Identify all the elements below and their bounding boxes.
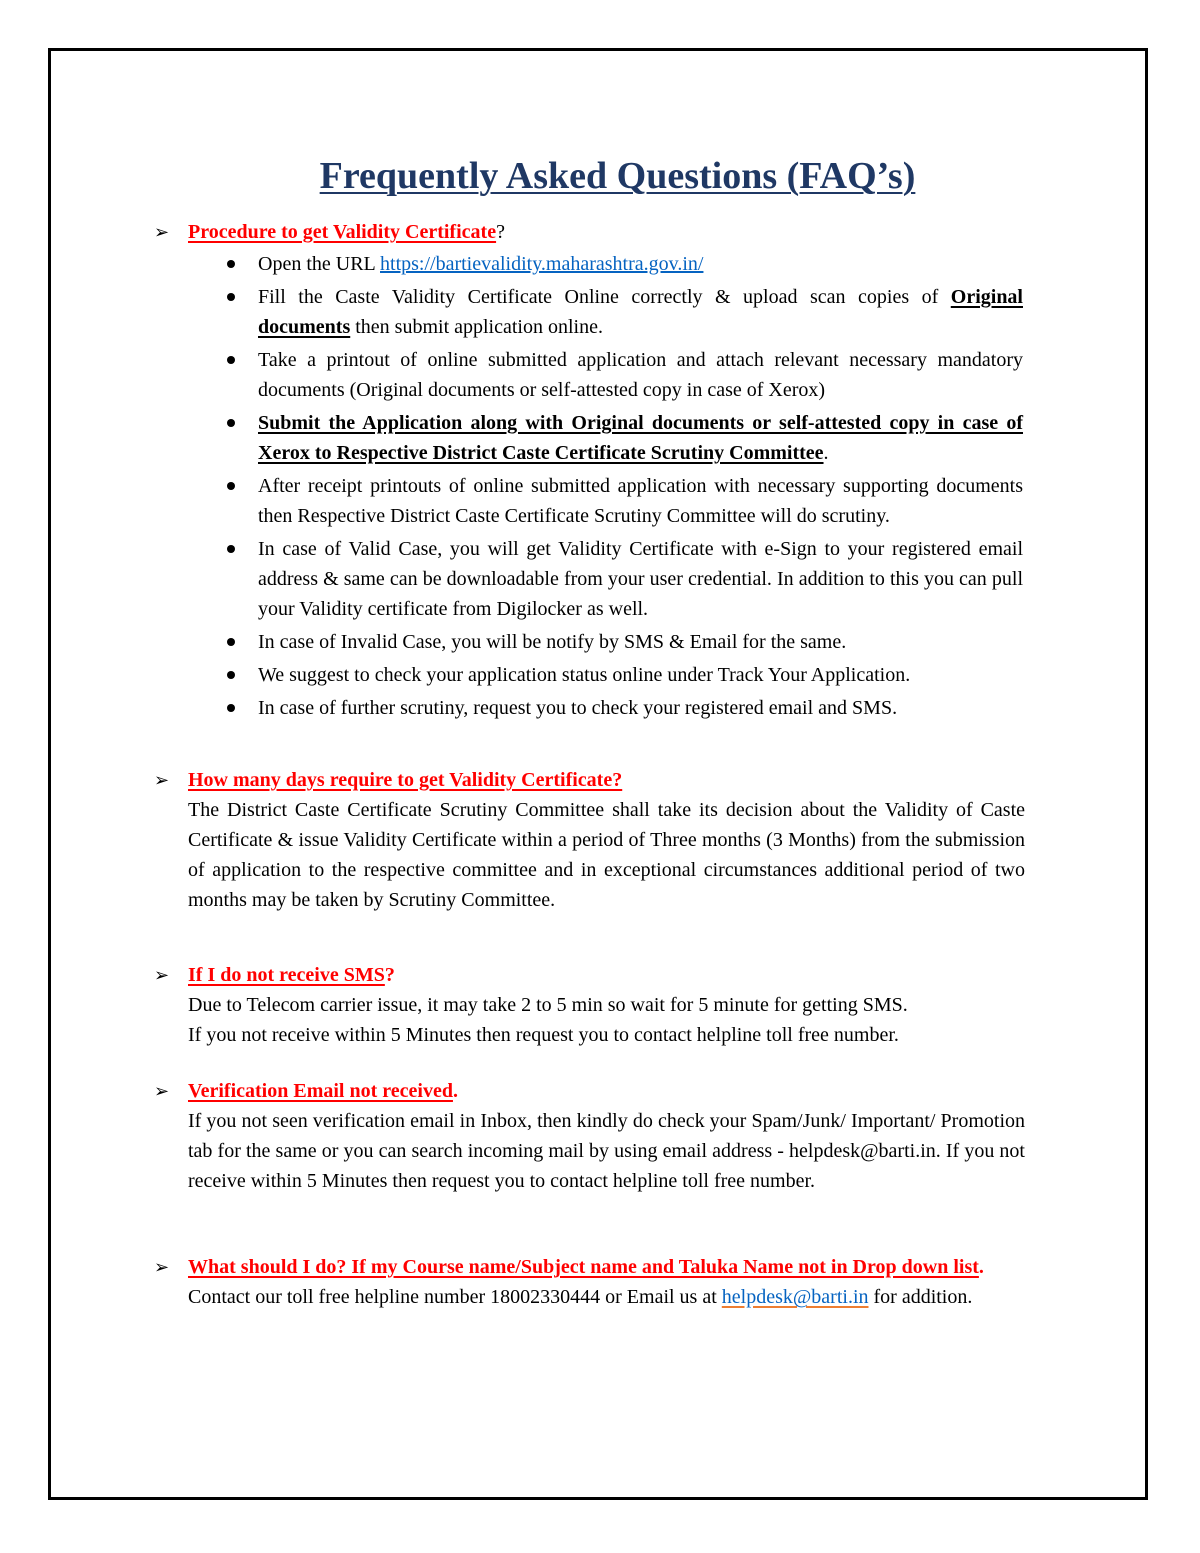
validity-portal-link[interactable]: https://bartievalidity.maharashtra.gov.in/ bbox=[380, 253, 704, 275]
page-title: Frequently Asked Questions (FAQ’s) bbox=[319, 155, 916, 197]
emphasis-text: Original documents bbox=[258, 286, 1023, 338]
question-row bbox=[150, 217, 1025, 247]
question-label: If I do not receive SMS bbox=[188, 964, 385, 986]
faq-section-processing-time bbox=[150, 765, 1025, 915]
list-item-text: Fill the Caste Validity Certificate Online correctly & upload scan copies of bbox=[258, 286, 951, 308]
list-item-text: In case of Invalid Case, you will be notify by SMS & Email for the same. bbox=[258, 631, 847, 653]
list-item bbox=[258, 627, 1023, 657]
bullet-dot-icon bbox=[227, 671, 235, 679]
question-label: How many days require to get Validity Certificate? bbox=[188, 769, 623, 791]
list-item bbox=[258, 693, 1023, 723]
list-item bbox=[258, 282, 1023, 342]
answer-line: Due to Telecom carrier issue, it may take 2 to 5 min so wait for 5 minute for getting SMS. bbox=[188, 994, 908, 1016]
bullet-dot-icon bbox=[227, 356, 235, 364]
bullet-dot-icon bbox=[227, 419, 235, 427]
arrowhead-icon: ➢ bbox=[154, 770, 170, 790]
list-item-text: Open the URL bbox=[258, 253, 381, 275]
faq-section-sms bbox=[150, 960, 1025, 1050]
faq-section-dropdown-missing bbox=[150, 1252, 1025, 1312]
question-row bbox=[150, 1252, 1025, 1282]
answer-text bbox=[150, 990, 1025, 1050]
question-punctuation: ? bbox=[384, 964, 395, 986]
procedure-list bbox=[150, 249, 1023, 723]
answer-line: If you not receive within 5 Minutes then request you to contact helpline toll free number. bbox=[188, 1024, 899, 1046]
question-label: Procedure to get Validity Certificate bbox=[188, 221, 497, 243]
bullet-dot-icon bbox=[227, 704, 235, 712]
list-item bbox=[258, 345, 1023, 405]
list-item-text: then submit application online. bbox=[350, 316, 603, 338]
list-item-text: We suggest to check your application status online under Track Your Application. bbox=[258, 664, 911, 686]
list-item bbox=[258, 534, 1023, 624]
list-item bbox=[258, 408, 1023, 468]
list-item-text: . bbox=[823, 442, 829, 464]
question-text bbox=[188, 1256, 984, 1278]
list-item-text: In case of Valid Case, you will get Validity Certificate with e-Sign to your registered email address & same can be downloadable from your user credential. In addition to this you can pull your Validity certificate from Digilocker as well. bbox=[258, 538, 1023, 620]
question-row bbox=[150, 765, 1025, 795]
question-text bbox=[188, 221, 505, 243]
emphasis-text: Submit the Application along with Original documents or self-attested copy in case of Xerox to Respective District Caste Certificate Scrutiny Committee bbox=[258, 412, 1023, 464]
list-item bbox=[258, 660, 1023, 690]
bullet-dot-icon bbox=[227, 293, 235, 301]
faq-section-validity-procedure bbox=[150, 217, 1025, 726]
list-item bbox=[258, 249, 1023, 279]
faq-section-verification-email bbox=[150, 1076, 1025, 1196]
list-item bbox=[258, 471, 1023, 531]
list-item-text: In case of further scrutiny, request you to check your registered email and SMS. bbox=[258, 697, 898, 719]
question-row bbox=[150, 1076, 1025, 1106]
answer-text bbox=[150, 1282, 1025, 1312]
list-item-text: Take a printout of online submitted application and attach relevant necessary mandatory documents (Original documents or self-attested copy in case of Xerox) bbox=[258, 349, 1023, 401]
bullet-dot-icon bbox=[227, 638, 235, 646]
question-punctuation: ? bbox=[496, 221, 505, 243]
answer-line: Contact our toll free helpline number 18002330444 or Email us at bbox=[188, 1286, 722, 1308]
bullet-dot-icon bbox=[227, 482, 235, 490]
question-row bbox=[150, 960, 1025, 990]
arrowhead-icon: ➢ bbox=[154, 965, 170, 985]
helpdesk-email-link[interactable]: helpdesk@barti.in bbox=[721, 1286, 869, 1308]
arrowhead-icon: ➢ bbox=[154, 1081, 170, 1101]
bullet-dot-icon bbox=[227, 260, 235, 268]
arrowhead-icon: ➢ bbox=[154, 1257, 170, 1277]
question-text bbox=[188, 964, 395, 986]
question-punctuation: . bbox=[978, 1256, 984, 1278]
question-punctuation: . bbox=[452, 1080, 458, 1102]
arrowhead-icon: ➢ bbox=[154, 222, 170, 242]
question-label: Verification Email not received bbox=[188, 1080, 453, 1102]
answer-text: The District Caste Certificate Scrutiny Committee shall take its decision about the Validity of Caste Certificate & issue Validity Certificate within a period of Three months (3 Months) from the submission of application to the respective committee and in exceptional circumstances additional period of two months may be taken by Scrutiny Committee. bbox=[188, 799, 1025, 911]
question-text bbox=[188, 1080, 458, 1102]
bullet-dot-icon bbox=[227, 545, 235, 553]
answer-text: If you not seen verification email in Inbox, then kindly do check your Spam/Junk/ Important/ Promotion tab for the same or you can search incoming mail by using email address - helpdesk@barti.in. If you not receive within 5 Minutes then request you to contact helpline toll free number. bbox=[188, 1110, 1025, 1192]
answer-line: for addition. bbox=[868, 1286, 973, 1308]
question-label: What should I do? If my Course name/Subject name and Taluka Name not in Drop down list bbox=[188, 1256, 979, 1278]
question-text bbox=[188, 769, 622, 791]
list-item-text: After receipt printouts of online submitted application with necessary supporting documents then Respective District Caste Certificate Scrutiny Committee will do scrutiny. bbox=[258, 475, 1023, 527]
